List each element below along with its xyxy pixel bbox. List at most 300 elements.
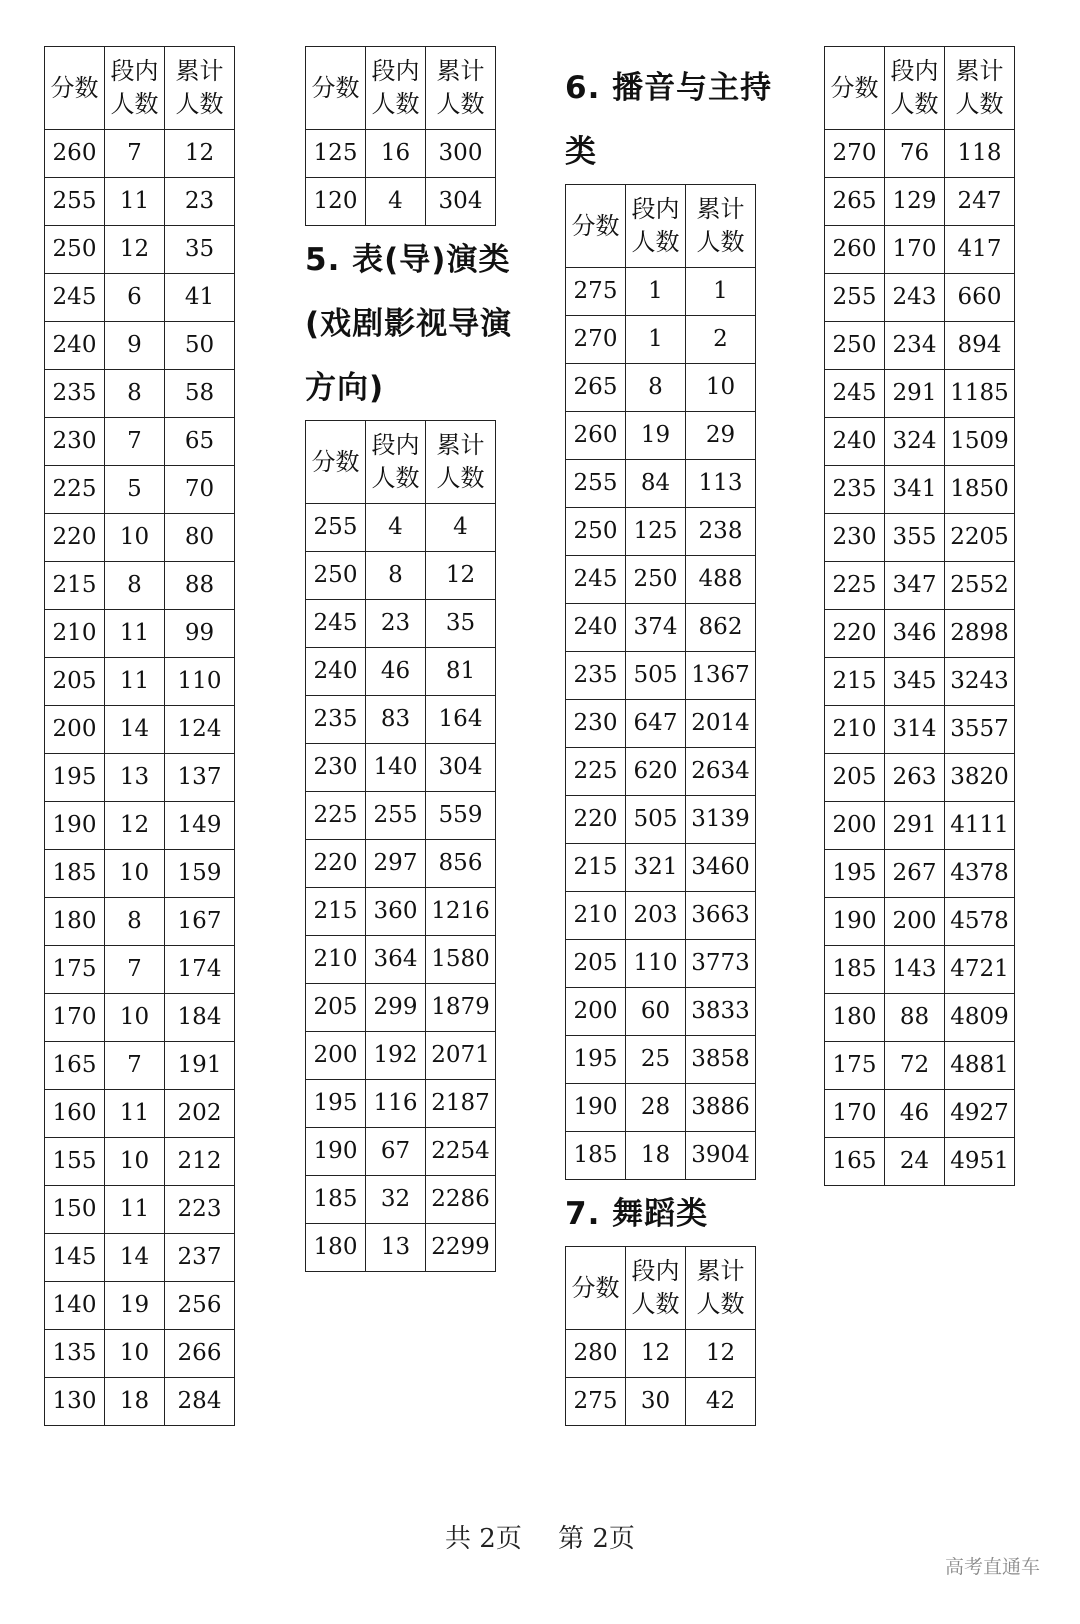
segment-count-cell: 4 [366, 504, 426, 552]
segment-count-cell: 18 [105, 1378, 165, 1426]
score-cell: 190 [45, 802, 105, 850]
table-row [825, 322, 1015, 370]
cumulative-count-cell: 3833 [686, 988, 756, 1036]
table-row [45, 1042, 235, 1090]
table-row [566, 412, 756, 460]
segment-count-cell: 12 [105, 226, 165, 274]
score-cell: 255 [566, 460, 626, 508]
segment-count-cell: 12 [105, 802, 165, 850]
segment-count-cell: 110 [626, 940, 686, 988]
segment-count-cell: 243 [885, 274, 945, 322]
score-cell: 255 [306, 504, 366, 552]
table-row [45, 1186, 235, 1234]
score-cell: 230 [306, 744, 366, 792]
segment-count-cell: 647 [626, 700, 686, 748]
cumulative-count-cell: 3904 [686, 1132, 756, 1180]
cumulative-count-cell: 223 [165, 1186, 235, 1234]
header-segment-count: 段内 人数 [366, 47, 426, 130]
cumulative-count-cell: 2286 [426, 1176, 496, 1224]
score-table-section6 [565, 184, 756, 1180]
score-cell: 195 [566, 1036, 626, 1084]
segment-count-cell: 116 [366, 1080, 426, 1128]
table-header-row [825, 47, 1015, 130]
table-row [825, 178, 1015, 226]
cumulative-count-cell: 660 [945, 274, 1015, 322]
table-row [566, 316, 756, 364]
table-row [45, 1090, 235, 1138]
segment-count-cell: 11 [105, 178, 165, 226]
score-cell: 220 [825, 610, 885, 658]
table-row [45, 370, 235, 418]
score-cell: 225 [306, 792, 366, 840]
table-row [306, 840, 496, 888]
table-row [306, 1176, 496, 1224]
table-row [306, 504, 496, 552]
score-cell: 180 [825, 994, 885, 1042]
score-cell: 265 [825, 178, 885, 226]
cumulative-count-cell: 29 [686, 412, 756, 460]
segment-count-cell: 10 [105, 994, 165, 1042]
table-row [45, 850, 235, 898]
cumulative-count-cell: 1850 [945, 466, 1015, 514]
table-row [825, 274, 1015, 322]
table-row [306, 696, 496, 744]
table-row [825, 994, 1015, 1042]
watermark-text: 高考直通车 [945, 1556, 1041, 1578]
table-row [566, 604, 756, 652]
cumulative-count-cell: 80 [165, 514, 235, 562]
score-cell: 230 [825, 514, 885, 562]
cumulative-count-cell: 2898 [945, 610, 1015, 658]
cumulative-count-cell: 2071 [426, 1032, 496, 1080]
score-cell: 215 [306, 888, 366, 936]
cumulative-count-cell: 2187 [426, 1080, 496, 1128]
score-cell: 235 [825, 466, 885, 514]
table-row [825, 1138, 1015, 1186]
cumulative-count-cell: 118 [945, 130, 1015, 178]
table-row [306, 1224, 496, 1272]
table-row [566, 652, 756, 700]
header-score: 分数 [566, 1247, 626, 1330]
cumulative-count-cell: 12 [165, 130, 235, 178]
cumulative-count-cell: 488 [686, 556, 756, 604]
segment-count-cell: 8 [105, 370, 165, 418]
table-row [306, 792, 496, 840]
segment-count-cell: 25 [626, 1036, 686, 1084]
table-row [45, 1234, 235, 1282]
segment-count-cell: 234 [885, 322, 945, 370]
segment-count-cell: 203 [626, 892, 686, 940]
cumulative-count-cell: 110 [165, 658, 235, 706]
score-cell: 165 [45, 1042, 105, 1090]
segment-count-cell: 11 [105, 610, 165, 658]
segment-count-cell: 250 [626, 556, 686, 604]
table-row [825, 130, 1015, 178]
segment-count-cell: 360 [366, 888, 426, 936]
segment-count-cell: 314 [885, 706, 945, 754]
table-row [45, 610, 235, 658]
table-row [45, 706, 235, 754]
header-score: 分数 [825, 47, 885, 130]
score-cell: 250 [825, 322, 885, 370]
segment-count-cell: 7 [105, 418, 165, 466]
header-cumulative-count: 累计 人数 [426, 421, 496, 504]
table-row [306, 178, 496, 226]
table-row [825, 658, 1015, 706]
segment-count-cell: 10 [105, 1330, 165, 1378]
cumulative-count-cell: 3773 [686, 940, 756, 988]
score-cell: 205 [566, 940, 626, 988]
score-cell: 220 [566, 796, 626, 844]
table-row [825, 466, 1015, 514]
cumulative-count-cell: 4927 [945, 1090, 1015, 1138]
segment-count-cell: 255 [366, 792, 426, 840]
cumulative-count-cell: 4881 [945, 1042, 1015, 1090]
score-cell: 280 [566, 1330, 626, 1378]
cumulative-count-cell: 3243 [945, 658, 1015, 706]
score-table-section7 [565, 1246, 756, 1426]
score-cell: 275 [566, 1378, 626, 1426]
header-segment-count: 段内 人数 [885, 47, 945, 130]
cumulative-count-cell: 149 [165, 802, 235, 850]
score-cell: 170 [45, 994, 105, 1042]
score-cell: 145 [45, 1234, 105, 1282]
table-row [825, 1042, 1015, 1090]
column-1 [44, 46, 234, 1426]
cumulative-count-cell: 41 [165, 274, 235, 322]
cumulative-count-cell: 113 [686, 460, 756, 508]
segment-count-cell: 72 [885, 1042, 945, 1090]
score-cell: 265 [566, 364, 626, 412]
table-row [306, 1128, 496, 1176]
segment-count-cell: 13 [105, 754, 165, 802]
cumulative-count-cell: 3663 [686, 892, 756, 940]
score-cell: 190 [566, 1084, 626, 1132]
segment-count-cell: 374 [626, 604, 686, 652]
table-header-row [306, 47, 496, 130]
cumulative-count-cell: 35 [426, 600, 496, 648]
cumulative-count-cell: 2254 [426, 1128, 496, 1176]
segment-count-cell: 324 [885, 418, 945, 466]
cumulative-count-cell: 1879 [426, 984, 496, 1032]
table-row [306, 744, 496, 792]
table-row [566, 700, 756, 748]
segment-count-cell: 18 [626, 1132, 686, 1180]
table-row [45, 226, 235, 274]
cumulative-count-cell: 12 [426, 552, 496, 600]
segment-count-cell: 76 [885, 130, 945, 178]
header-segment-count: 段内 人数 [366, 421, 426, 504]
header-segment-count: 段内 人数 [626, 185, 686, 268]
table-row [825, 418, 1015, 466]
table-row [45, 1330, 235, 1378]
segment-count-cell: 1 [626, 316, 686, 364]
table-row [306, 984, 496, 1032]
header-cumulative-count: 累计 人数 [686, 1247, 756, 1330]
score-cell: 215 [566, 844, 626, 892]
cumulative-count-cell: 2552 [945, 562, 1015, 610]
table-row [45, 274, 235, 322]
segment-count-cell: 32 [366, 1176, 426, 1224]
segment-count-cell: 346 [885, 610, 945, 658]
cumulative-count-cell: 4378 [945, 850, 1015, 898]
table-row [306, 600, 496, 648]
cumulative-count-cell: 2205 [945, 514, 1015, 562]
score-cell: 210 [566, 892, 626, 940]
score-cell: 190 [825, 898, 885, 946]
table-row [825, 946, 1015, 994]
segment-count-cell: 9 [105, 322, 165, 370]
cumulative-count-cell: 58 [165, 370, 235, 418]
table-header-row [566, 1247, 756, 1330]
segment-count-cell: 143 [885, 946, 945, 994]
header-segment-count: 段内 人数 [105, 47, 165, 130]
score-cell: 195 [306, 1080, 366, 1128]
table-row [825, 898, 1015, 946]
table-header-row [566, 185, 756, 268]
segment-count-cell: 321 [626, 844, 686, 892]
cumulative-count-cell: 88 [165, 562, 235, 610]
table-row [566, 940, 756, 988]
segment-count-cell: 10 [105, 1138, 165, 1186]
segment-count-cell: 125 [626, 508, 686, 556]
segment-count-cell: 11 [105, 658, 165, 706]
cumulative-count-cell: 304 [426, 744, 496, 792]
table-row [45, 1282, 235, 1330]
segment-count-cell: 10 [105, 850, 165, 898]
segment-count-cell: 10 [105, 514, 165, 562]
segment-count-cell: 12 [626, 1330, 686, 1378]
cumulative-count-cell: 4951 [945, 1138, 1015, 1186]
score-cell: 190 [306, 1128, 366, 1176]
cumulative-count-cell: 4578 [945, 898, 1015, 946]
score-cell: 200 [306, 1032, 366, 1080]
score-cell: 215 [45, 562, 105, 610]
score-cell: 125 [306, 130, 366, 178]
score-cell: 260 [45, 130, 105, 178]
score-cell: 210 [306, 936, 366, 984]
score-cell: 200 [566, 988, 626, 1036]
table-row [45, 1138, 235, 1186]
segment-count-cell: 170 [885, 226, 945, 274]
table-row [566, 1036, 756, 1084]
cumulative-count-cell: 65 [165, 418, 235, 466]
segment-count-cell: 355 [885, 514, 945, 562]
score-cell: 270 [825, 130, 885, 178]
score-cell: 170 [825, 1090, 885, 1138]
header-cumulative-count: 累计 人数 [426, 47, 496, 130]
section6-heading: 6. 播音与主持类 [565, 70, 773, 170]
table-header-row [306, 421, 496, 504]
cumulative-count-cell: 4809 [945, 994, 1015, 1042]
score-cell: 220 [306, 840, 366, 888]
segment-count-cell: 297 [366, 840, 426, 888]
score-cell: 235 [306, 696, 366, 744]
segment-count-cell: 299 [366, 984, 426, 1032]
table-row [566, 460, 756, 508]
segment-count-cell: 7 [105, 1042, 165, 1090]
segment-count-cell: 88 [885, 994, 945, 1042]
header-cumulative-count: 累计 人数 [165, 47, 235, 130]
segment-count-cell: 84 [626, 460, 686, 508]
table-row [566, 556, 756, 604]
score-cell: 245 [45, 274, 105, 322]
column-4 [824, 46, 1014, 1186]
table-row [566, 364, 756, 412]
section5-heading: 5. 表(导)演类(戏剧影视导演方向) [305, 242, 513, 406]
cumulative-count-cell: 42 [686, 1378, 756, 1426]
score-cell: 200 [825, 802, 885, 850]
table-row [566, 844, 756, 892]
header-score: 分数 [45, 47, 105, 130]
cumulative-count-cell: 191 [165, 1042, 235, 1090]
cumulative-count-cell: 2299 [426, 1224, 496, 1272]
cumulative-count-cell: 202 [165, 1090, 235, 1138]
header-cumulative-count: 累计 人数 [945, 47, 1015, 130]
table-row [566, 748, 756, 796]
score-cell: 175 [825, 1042, 885, 1090]
header-score: 分数 [566, 185, 626, 268]
cumulative-count-cell: 1367 [686, 652, 756, 700]
score-cell: 215 [825, 658, 885, 706]
score-cell: 185 [566, 1132, 626, 1180]
table-row [566, 1378, 756, 1426]
cumulative-count-cell: 167 [165, 898, 235, 946]
cumulative-count-cell: 1216 [426, 888, 496, 936]
score-cell: 140 [45, 1282, 105, 1330]
table-row [45, 322, 235, 370]
score-table-section7-continued [824, 46, 1015, 1186]
cumulative-count-cell: 137 [165, 754, 235, 802]
score-cell: 185 [825, 946, 885, 994]
table-row [566, 508, 756, 556]
table-row [306, 552, 496, 600]
cumulative-count-cell: 300 [426, 130, 496, 178]
score-cell: 160 [45, 1090, 105, 1138]
score-cell: 270 [566, 316, 626, 364]
segment-count-cell: 8 [105, 898, 165, 946]
segment-count-cell: 4 [366, 178, 426, 226]
cumulative-count-cell: 237 [165, 1234, 235, 1282]
score-cell: 260 [825, 226, 885, 274]
segment-count-cell: 11 [105, 1090, 165, 1138]
score-cell: 150 [45, 1186, 105, 1234]
cumulative-count-cell: 212 [165, 1138, 235, 1186]
table-row [825, 1090, 1015, 1138]
cumulative-count-cell: 238 [686, 508, 756, 556]
cumulative-count-cell: 894 [945, 322, 1015, 370]
score-table-section4-tail [305, 46, 496, 226]
cumulative-count-cell: 856 [426, 840, 496, 888]
header-score: 分数 [306, 47, 366, 130]
score-cell: 155 [45, 1138, 105, 1186]
cumulative-count-cell: 70 [165, 466, 235, 514]
cumulative-count-cell: 1 [686, 268, 756, 316]
table-row [825, 850, 1015, 898]
segment-count-cell: 364 [366, 936, 426, 984]
cumulative-count-cell: 159 [165, 850, 235, 898]
segment-count-cell: 7 [105, 130, 165, 178]
cumulative-count-cell: 862 [686, 604, 756, 652]
table-row [566, 1330, 756, 1378]
header-cumulative-count: 累计 人数 [686, 185, 756, 268]
score-cell: 260 [566, 412, 626, 460]
table-row [306, 936, 496, 984]
segment-count-cell: 347 [885, 562, 945, 610]
table-row [566, 892, 756, 940]
score-cell: 275 [566, 268, 626, 316]
cumulative-count-cell: 99 [165, 610, 235, 658]
table-row [825, 370, 1015, 418]
table-row [45, 1378, 235, 1426]
table-row [566, 1132, 756, 1180]
segment-count-cell: 129 [885, 178, 945, 226]
segment-count-cell: 46 [885, 1090, 945, 1138]
table-row [825, 706, 1015, 754]
table-row [45, 994, 235, 1042]
table-row [45, 466, 235, 514]
score-table-section4-continued [44, 46, 235, 1426]
cumulative-count-cell: 4721 [945, 946, 1015, 994]
table-row [306, 888, 496, 936]
segment-count-cell: 505 [626, 796, 686, 844]
cumulative-count-cell: 559 [426, 792, 496, 840]
segment-count-cell: 13 [366, 1224, 426, 1272]
score-cell: 210 [45, 610, 105, 658]
score-cell: 120 [306, 178, 366, 226]
segment-count-cell: 140 [366, 744, 426, 792]
segment-count-cell: 11 [105, 1186, 165, 1234]
table-row [45, 514, 235, 562]
segment-count-cell: 14 [105, 706, 165, 754]
table-row [45, 802, 235, 850]
score-cell: 225 [45, 466, 105, 514]
cumulative-count-cell: 4 [426, 504, 496, 552]
segment-count-cell: 341 [885, 466, 945, 514]
cumulative-count-cell: 12 [686, 1330, 756, 1378]
table-row [45, 130, 235, 178]
cumulative-count-cell: 304 [426, 178, 496, 226]
cumulative-count-cell: 124 [165, 706, 235, 754]
score-cell: 195 [825, 850, 885, 898]
segment-count-cell: 19 [105, 1282, 165, 1330]
segment-count-cell: 8 [105, 562, 165, 610]
table-row [45, 754, 235, 802]
score-cell: 205 [45, 658, 105, 706]
segment-count-cell: 620 [626, 748, 686, 796]
cumulative-count-cell: 1185 [945, 370, 1015, 418]
score-cell: 180 [45, 898, 105, 946]
score-cell: 185 [45, 850, 105, 898]
header-segment-count: 段内 人数 [626, 1247, 686, 1330]
cumulative-count-cell: 266 [165, 1330, 235, 1378]
segment-count-cell: 291 [885, 370, 945, 418]
cumulative-count-cell: 284 [165, 1378, 235, 1426]
table-row [825, 610, 1015, 658]
score-cell: 210 [825, 706, 885, 754]
table-row [306, 1032, 496, 1080]
score-cell: 220 [45, 514, 105, 562]
cumulative-count-cell: 174 [165, 946, 235, 994]
page-footer [0, 1518, 1080, 1555]
table-row [825, 802, 1015, 850]
table-row [566, 268, 756, 316]
cumulative-count-cell: 3139 [686, 796, 756, 844]
table-row [825, 562, 1015, 610]
cumulative-count-cell: 3820 [945, 754, 1015, 802]
segment-count-cell: 46 [366, 648, 426, 696]
cumulative-count-cell: 3460 [686, 844, 756, 892]
